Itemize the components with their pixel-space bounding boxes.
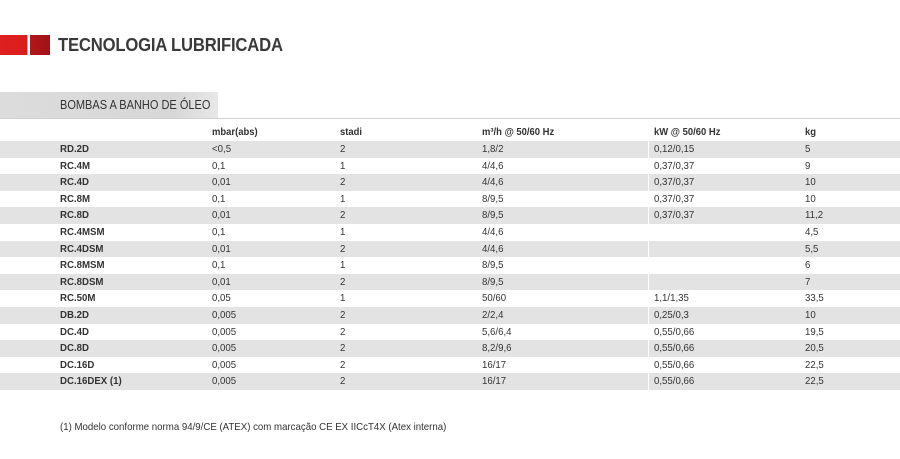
cell-weight: 6 [805,259,811,272]
cell-weight: 9 [805,159,811,172]
cell-weight: 5 [805,143,811,155]
table-row [0,324,900,341]
cell-pressure: 0,1 [212,225,226,238]
cell-flow: 50/60 [482,292,507,305]
cell-stages: 1 [340,225,346,238]
cell-stages: 2 [340,209,346,222]
cell-power: 0,55/0,66 [654,342,695,355]
column-separator [648,373,649,390]
cell-stages: 2 [340,242,346,255]
column-header-flow: m³/h @ 50/60 Hz [482,126,555,138]
table-row [0,257,900,274]
cell-stages: 2 [340,143,346,155]
cell-flow: 8/9,5 [482,259,504,272]
cell-power: 0,12/0,15 [654,143,695,155]
cell-pressure: 0,005 [212,375,237,388]
cell-flow: 8/9,5 [482,209,504,222]
cell-model: DC.16DEX (1) [60,375,122,388]
cell-weight: 22,5 [805,358,824,371]
cell-flow: 8,2/9,6 [482,342,512,355]
column-header-pressure: mbar(abs) [212,126,258,138]
cell-power: 0,37/0,37 [654,209,695,222]
cell-pressure: 0,005 [212,342,237,355]
table-row [0,141,900,158]
column-separator [648,357,649,374]
cell-weight: 10 [805,192,816,205]
cell-model: RC.8DSM [60,275,104,288]
cell-stages: 2 [340,358,346,371]
cell-model: RC.8M [60,192,91,205]
cell-power: 0,37/0,37 [654,176,695,189]
cell-power: 0,55/0,66 [654,325,695,338]
cell-stages: 2 [340,176,346,189]
cell-flow: 4/4,6 [482,176,504,189]
cell-pressure: 0,01 [212,242,231,255]
column-separator [648,207,649,224]
cell-pressure: 0,05 [212,292,231,305]
column-separator [648,191,649,208]
cell-model: DC.16D [60,358,95,371]
cell-model: RC.8MSM [60,259,105,272]
cell-weight: 20,5 [805,342,824,355]
table-row [0,174,900,191]
cell-pressure: 0,005 [212,308,237,321]
cell-stages: 1 [340,159,346,172]
cell-flow: 16/17 [482,358,507,371]
column-separator [648,224,649,241]
cell-power: 0,25/0,3 [654,308,689,321]
cell-flow: 5,6/6,4 [482,325,512,338]
cell-model: RC.4MSM [60,225,105,238]
cell-pressure: 0,1 [212,192,226,205]
section-divider [0,118,900,119]
column-separator [648,340,649,357]
table-row [0,340,900,357]
spec-table [0,124,900,390]
cell-flow: 4/4,6 [482,159,504,172]
cell-power: 0,37/0,37 [654,159,695,172]
column-separator [648,257,649,274]
cell-pressure: 0,005 [212,358,237,371]
cell-weight: 33,5 [805,292,824,305]
table-row [0,373,900,390]
cell-pressure: 0,005 [212,325,237,338]
table-header-row [0,124,900,141]
cell-weight: 11,2 [805,209,824,222]
cell-power: 0,55/0,66 [654,358,695,371]
cell-weight: 10 [805,308,816,321]
cell-flow: 16/17 [482,375,507,388]
cell-stages: 1 [340,259,346,272]
table-row [0,207,900,224]
cell-model: RC.4M [60,159,91,172]
table-row [0,307,900,324]
table-body [0,141,900,390]
cell-stages: 2 [340,308,346,321]
column-separator [648,274,649,291]
column-separator [648,158,649,175]
cell-model: DC.4D [60,325,89,338]
cell-stages: 1 [340,292,346,305]
cell-power: 0,37/0,37 [654,192,695,205]
cell-flow: 4/4,6 [482,225,504,238]
table-row [0,158,900,175]
cell-flow: 8/9,5 [482,192,504,205]
column-separator [648,174,649,191]
page-title: TECNOLOGIA LUBRIFICADA [58,34,283,55]
column-separator [648,141,649,158]
column-separator [648,324,649,341]
column-separator [648,307,649,324]
cell-weight: 22,5 [805,375,824,388]
cell-pressure: 0,01 [212,176,231,189]
cell-stages: 2 [340,325,346,338]
column-separator [648,290,649,307]
cell-model: RC.8D [60,209,89,222]
title-accent-bar [0,35,50,55]
cell-weight: 10 [805,176,816,189]
footnote: (1) Modelo conforme norma 94/9/CE (ATEX) com marcação CE EX IICcT4X (Atex interna) [60,421,447,433]
cell-model: RC.4DSM [60,242,104,255]
cell-flow: 1,8/2 [482,143,504,155]
table-row [0,274,900,291]
cell-stages: 1 [340,192,346,205]
cell-power: 1,1/1,35 [654,292,689,305]
cell-model: RC.50M [60,292,96,305]
column-header-stages: stadi [340,126,363,138]
cell-stages: 2 [340,375,346,388]
cell-pressure: 0,01 [212,209,231,222]
cell-model: RD.2D [60,143,89,155]
column-header-weight: kg [805,126,817,138]
cell-weight: 4,5 [805,225,819,238]
section-label: BOMBAS A BANHO DE ÓLEO [60,98,211,112]
cell-weight: 19,5 [805,325,824,338]
cell-pressure: 0,1 [212,159,226,172]
cell-model: RC.4D [60,176,89,189]
cell-pressure: <0,5 [212,143,232,155]
cell-pressure: 0,01 [212,275,231,288]
table-row [0,357,900,374]
table-row [0,241,900,258]
cell-model: DC.8D [60,342,89,355]
table-row [0,290,900,307]
table-row [0,224,900,241]
cell-power: 0,55/0,66 [654,375,695,388]
column-header-power: kW @ 50/60 Hz [654,126,721,138]
cell-stages: 2 [340,342,346,355]
cell-flow: 8/9,5 [482,275,504,288]
cell-model: DB.2D [60,308,89,321]
cell-weight: 7 [805,275,811,288]
cell-weight: 5,5 [805,242,819,255]
table-row [0,191,900,208]
cell-pressure: 0,1 [212,259,226,272]
cell-stages: 2 [340,275,346,288]
cell-flow: 2/2,4 [482,308,504,321]
cell-flow: 4/4,6 [482,242,504,255]
column-separator [648,241,649,258]
